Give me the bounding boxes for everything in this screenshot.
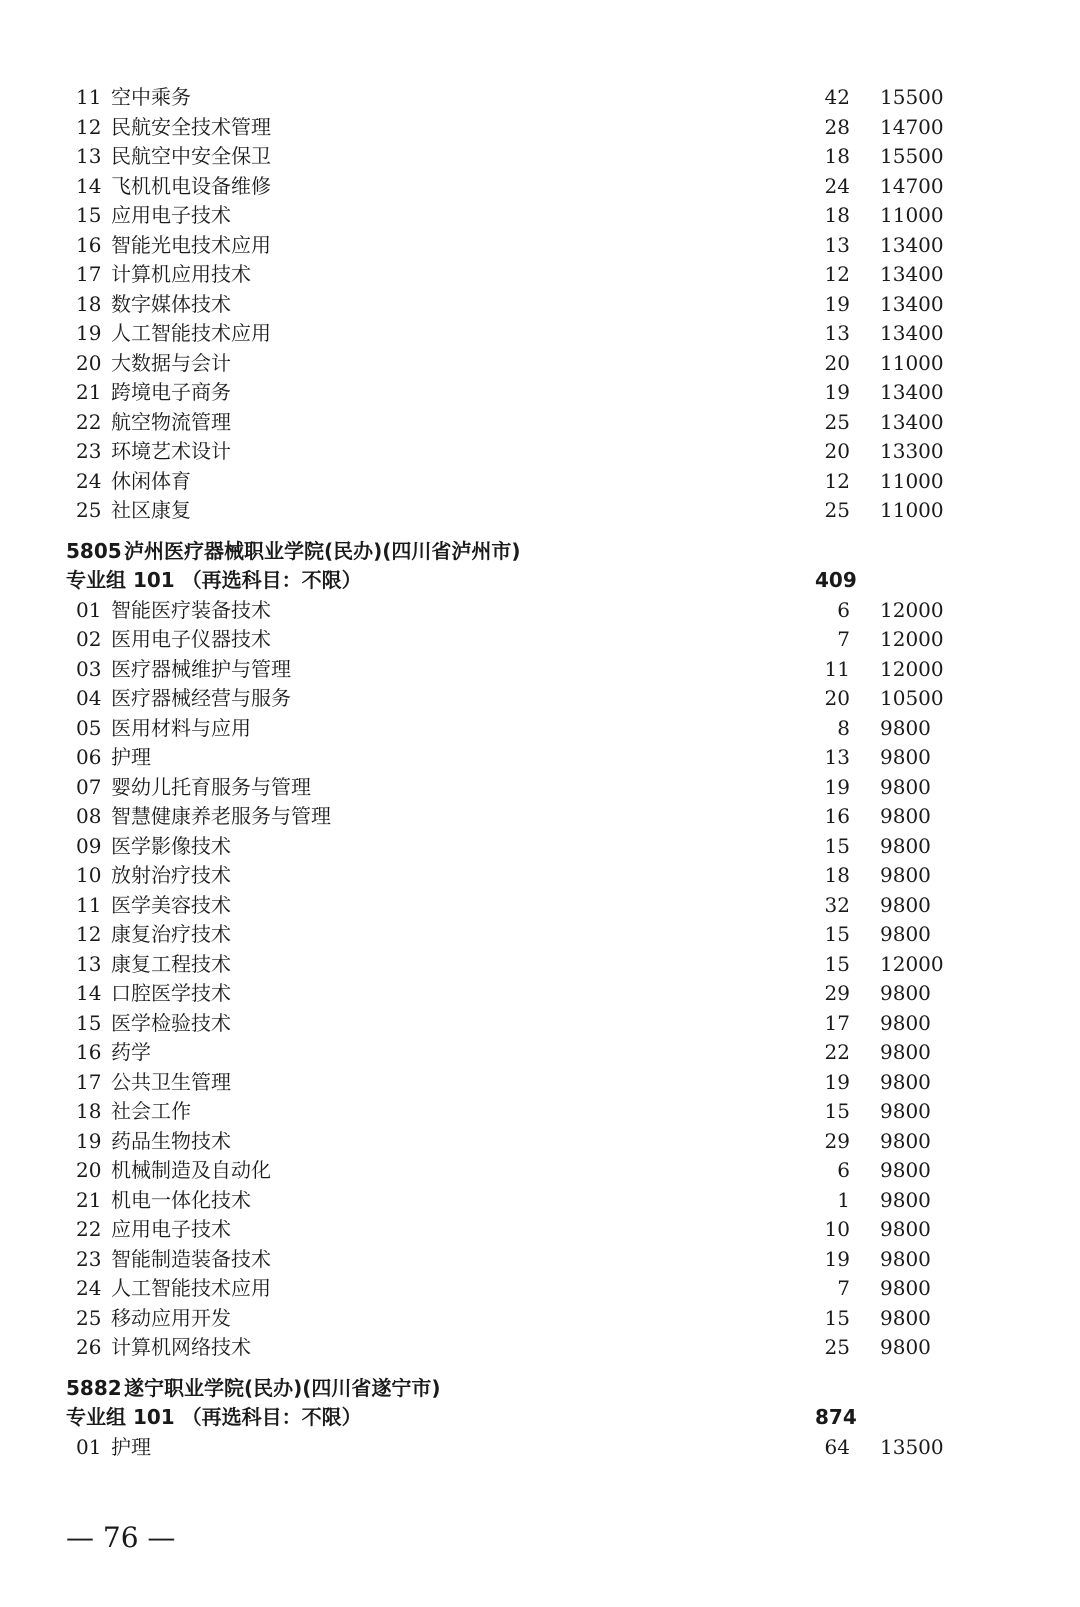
plan-count: 20 <box>824 686 850 710</box>
table-row <box>0 1304 1080 1334</box>
table-row <box>0 832 1080 862</box>
tuition-fee: 9800 <box>880 1187 931 1212</box>
plan-count: 25 <box>824 409 850 434</box>
tuition-fee: 12000 <box>880 627 944 651</box>
school-code: 5882 <box>66 1375 122 1400</box>
plan-count: 1 <box>837 1187 850 1212</box>
tuition-fee: 9800 <box>880 1158 931 1182</box>
major-number: 21 <box>76 1187 102 1212</box>
major-number: 18 <box>76 1099 102 1123</box>
major-name: 民航安全技术管理 <box>111 114 271 139</box>
table-row <box>0 1245 1080 1275</box>
tuition-fee: 12000 <box>880 597 944 622</box>
plan-count: 12 <box>824 468 850 493</box>
major-group-label: 专业组 101 （再选科目：不限） <box>66 568 362 592</box>
table-row <box>0 684 1080 714</box>
plan-count: 64 <box>824 1434 850 1459</box>
tuition-fee: 12000 <box>880 656 944 681</box>
major-number: 24 <box>76 1276 102 1300</box>
major-number: 07 <box>76 774 102 799</box>
tuition-fee: 9800 <box>880 1010 931 1035</box>
major-group-label: 专业组 101 （再选科目：不限） <box>66 1405 362 1429</box>
major-number: 16 <box>76 232 102 257</box>
page-number: — 76 — <box>66 1521 176 1554</box>
major-name: 计算机网络技术 <box>111 1335 251 1359</box>
tuition-fee: 12000 <box>880 951 944 976</box>
major-name: 智慧健康养老服务与管理 <box>111 804 331 828</box>
table-row <box>0 655 1080 685</box>
major-name: 康复治疗技术 <box>111 922 231 946</box>
plan-count: 25 <box>824 1335 850 1359</box>
major-name: 大数据与会计 <box>111 350 231 375</box>
major-number: 03 <box>76 656 102 681</box>
tuition-fee: 9800 <box>880 804 931 828</box>
major-name: 智能制造装备技术 <box>111 1246 271 1271</box>
major-number: 15 <box>76 203 102 227</box>
major-name: 社会工作 <box>111 1099 191 1123</box>
plan-count: 20 <box>824 350 850 375</box>
table-row <box>0 113 1080 143</box>
major-number: 22 <box>76 1217 102 1241</box>
tuition-fee: 9800 <box>880 774 931 799</box>
tuition-fee: 13400 <box>880 409 944 434</box>
major-name: 医疗器械维护与管理 <box>111 656 291 681</box>
tuition-fee: 15500 <box>880 85 944 109</box>
plan-count: 15 <box>824 833 850 858</box>
major-group-total: 874 <box>815 1405 857 1429</box>
table-row <box>0 142 1080 172</box>
plan-count: 18 <box>824 863 850 887</box>
major-number: 18 <box>76 291 102 316</box>
major-name: 口腔医学技术 <box>111 981 231 1005</box>
plan-count: 42 <box>824 85 850 109</box>
plan-count: 10 <box>824 1217 850 1241</box>
major-name: 医疗器械经营与服务 <box>111 686 291 710</box>
major-number: 02 <box>76 627 102 651</box>
major-number: 11 <box>76 892 102 917</box>
tuition-fee: 9800 <box>880 1276 931 1300</box>
tuition-fee: 11000 <box>880 203 944 227</box>
table-row <box>0 802 1080 832</box>
table-row <box>0 1215 1080 1245</box>
plan-count: 11 <box>824 656 850 681</box>
table-row <box>0 260 1080 290</box>
major-name: 药品生物技术 <box>111 1128 231 1153</box>
plan-count: 15 <box>824 1099 850 1123</box>
plan-count: 6 <box>837 597 850 622</box>
table-row <box>0 773 1080 803</box>
plan-count: 19 <box>824 291 850 316</box>
tuition-fee: 9800 <box>880 1128 931 1153</box>
table-row <box>0 1127 1080 1157</box>
major-name: 人工智能技术应用 <box>111 1276 271 1300</box>
major-name: 机电一体化技术 <box>111 1187 251 1212</box>
major-name: 放射治疗技术 <box>111 863 231 887</box>
major-number: 17 <box>76 1069 102 1094</box>
plan-count: 17 <box>824 1010 850 1035</box>
tuition-fee: 13400 <box>880 321 944 345</box>
plan-count: 13 <box>824 232 850 257</box>
major-number: 06 <box>76 745 102 769</box>
tuition-fee: 11000 <box>880 468 944 493</box>
tuition-fee: 13300 <box>880 439 944 463</box>
table-row <box>0 172 1080 202</box>
major-number: 20 <box>76 350 102 375</box>
tuition-fee: 13400 <box>880 380 944 404</box>
major-name: 人工智能技术应用 <box>111 321 271 345</box>
major-number: 21 <box>76 380 102 404</box>
plan-count: 13 <box>824 745 850 769</box>
plan-count: 19 <box>824 1246 850 1271</box>
tuition-fee: 9800 <box>880 1040 931 1064</box>
plan-count: 15 <box>824 951 850 976</box>
table-row <box>0 743 1080 773</box>
major-name: 医学美容技术 <box>111 892 231 917</box>
major-number: 22 <box>76 409 102 434</box>
table-row <box>0 231 1080 261</box>
major-number: 23 <box>76 439 102 463</box>
major-group-header <box>0 1403 1080 1433</box>
plan-count: 20 <box>824 439 850 463</box>
major-name: 应用电子技术 <box>111 203 231 227</box>
major-number: 14 <box>76 173 102 198</box>
table-row <box>0 1333 1080 1363</box>
school-name: 遂宁职业学院(民办)(四川省遂宁市) <box>124 1375 441 1400</box>
tuition-fee: 9800 <box>880 1335 931 1359</box>
major-name: 应用电子技术 <box>111 1217 231 1241</box>
table-row <box>0 467 1080 497</box>
plan-count: 15 <box>824 922 850 946</box>
major-number: 16 <box>76 1040 102 1064</box>
major-number: 24 <box>76 468 102 493</box>
table-row <box>0 1156 1080 1186</box>
plan-count: 19 <box>824 774 850 799</box>
tuition-fee: 9800 <box>880 1246 931 1271</box>
plan-count: 28 <box>824 114 850 139</box>
major-name: 航空物流管理 <box>111 409 231 434</box>
tuition-fee: 9800 <box>880 892 931 917</box>
major-number: 20 <box>76 1158 102 1182</box>
table-row <box>0 1097 1080 1127</box>
table-row <box>0 950 1080 980</box>
major-name: 飞机机电设备维修 <box>111 173 271 198</box>
table-row <box>0 596 1080 626</box>
tuition-fee: 15500 <box>880 144 944 168</box>
major-name: 计算机应用技术 <box>111 262 251 286</box>
tuition-fee: 9800 <box>880 1217 931 1241</box>
plan-count: 13 <box>824 321 850 345</box>
major-number: 25 <box>76 1305 102 1330</box>
major-name: 医学检验技术 <box>111 1010 231 1035</box>
tuition-fee: 14700 <box>880 173 944 198</box>
plan-count: 7 <box>837 1276 850 1300</box>
tuition-fee: 13500 <box>880 1434 944 1459</box>
major-number: 25 <box>76 498 102 522</box>
tuition-fee: 13400 <box>880 232 944 257</box>
plan-count: 19 <box>824 1069 850 1094</box>
plan-count: 18 <box>824 144 850 168</box>
major-number: 05 <box>76 715 102 740</box>
plan-count: 18 <box>824 203 850 227</box>
major-name: 环境艺术设计 <box>111 439 231 463</box>
tuition-fee: 10500 <box>880 686 944 710</box>
table-row <box>0 1433 1080 1463</box>
table-row <box>0 496 1080 526</box>
school-header <box>0 537 1080 567</box>
table-row <box>0 1274 1080 1304</box>
major-name: 康复工程技术 <box>111 951 231 976</box>
school-header <box>0 1374 1080 1404</box>
table-row <box>0 201 1080 231</box>
major-name: 婴幼儿托育服务与管理 <box>111 774 311 799</box>
tuition-fee: 9800 <box>880 981 931 1005</box>
plan-count: 19 <box>824 380 850 404</box>
major-name: 医学影像技术 <box>111 833 231 858</box>
major-name: 休闲体育 <box>111 468 191 493</box>
tuition-fee: 13400 <box>880 262 944 286</box>
tuition-fee: 11000 <box>880 498 944 522</box>
table-row <box>0 290 1080 320</box>
major-number: 10 <box>76 863 102 887</box>
table-row <box>0 714 1080 744</box>
table-row <box>0 319 1080 349</box>
major-name: 医用材料与应用 <box>111 715 251 740</box>
major-number: 13 <box>76 951 102 976</box>
major-group-header <box>0 566 1080 596</box>
table-row <box>0 1009 1080 1039</box>
major-number: 08 <box>76 804 102 828</box>
table-row <box>0 1068 1080 1098</box>
school-code: 5805 <box>66 538 122 563</box>
major-name: 智能光电技术应用 <box>111 232 271 257</box>
major-name: 护理 <box>111 1434 151 1459</box>
major-name: 药学 <box>111 1040 151 1064</box>
tuition-fee: 13400 <box>880 291 944 316</box>
major-name: 移动应用开发 <box>111 1305 231 1330</box>
tuition-fee: 9800 <box>880 1099 931 1123</box>
major-number: 12 <box>76 114 102 139</box>
major-number: 01 <box>76 1434 102 1459</box>
major-name: 数字媒体技术 <box>111 291 231 316</box>
plan-count: 29 <box>824 1128 850 1153</box>
table-row <box>0 437 1080 467</box>
major-number: 26 <box>76 1335 102 1359</box>
tuition-fee: 9800 <box>880 1069 931 1094</box>
major-number: 09 <box>76 833 102 858</box>
tuition-fee: 11000 <box>880 350 944 375</box>
table-row <box>0 1186 1080 1216</box>
tuition-fee: 9800 <box>880 833 931 858</box>
plan-count: 32 <box>824 892 850 917</box>
table-row <box>0 979 1080 1009</box>
major-name: 公共卫生管理 <box>111 1069 231 1094</box>
tuition-fee: 9800 <box>880 863 931 887</box>
table-row <box>0 378 1080 408</box>
major-name: 护理 <box>111 745 151 769</box>
major-number: 15 <box>76 1010 102 1035</box>
major-name: 社区康复 <box>111 498 191 522</box>
plan-count: 8 <box>837 715 850 740</box>
major-number: 23 <box>76 1246 102 1271</box>
plan-count: 6 <box>837 1158 850 1182</box>
major-name: 机械制造及自动化 <box>111 1158 271 1182</box>
major-number: 14 <box>76 981 102 1005</box>
major-name: 智能医疗装备技术 <box>111 597 271 622</box>
major-number: 13 <box>76 144 102 168</box>
table-row <box>0 1038 1080 1068</box>
table-row <box>0 625 1080 655</box>
major-number: 19 <box>76 1128 102 1153</box>
plan-count: 24 <box>824 173 850 198</box>
major-number: 04 <box>76 686 102 710</box>
table-row <box>0 920 1080 950</box>
major-number: 12 <box>76 922 102 946</box>
plan-count: 22 <box>824 1040 850 1064</box>
school-name: 泸州医疗器械职业学院(民办)(四川省泸州市) <box>124 538 521 563</box>
table-row <box>0 83 1080 113</box>
major-number: 19 <box>76 321 102 345</box>
tuition-fee: 9800 <box>880 715 931 740</box>
major-number: 01 <box>76 597 102 622</box>
table-row <box>0 891 1080 921</box>
tuition-fee: 14700 <box>880 114 944 139</box>
plan-count: 12 <box>824 262 850 286</box>
plan-count: 25 <box>824 498 850 522</box>
major-number: 11 <box>76 85 102 109</box>
major-name: 医用电子仪器技术 <box>111 627 271 651</box>
major-number: 17 <box>76 262 102 286</box>
plan-count: 7 <box>837 627 850 651</box>
table-row <box>0 349 1080 379</box>
table-row <box>0 408 1080 438</box>
major-name: 空中乘务 <box>111 85 191 109</box>
tuition-fee: 9800 <box>880 745 931 769</box>
major-name: 跨境电子商务 <box>111 380 231 404</box>
plan-count: 29 <box>824 981 850 1005</box>
tuition-fee: 9800 <box>880 1305 931 1330</box>
plan-count: 15 <box>824 1305 850 1330</box>
tuition-fee: 9800 <box>880 922 931 946</box>
admission-table <box>0 83 1080 1462</box>
major-name: 民航空中安全保卫 <box>111 144 271 168</box>
plan-count: 16 <box>824 804 850 828</box>
table-row <box>0 861 1080 891</box>
major-group-total: 409 <box>815 568 857 592</box>
